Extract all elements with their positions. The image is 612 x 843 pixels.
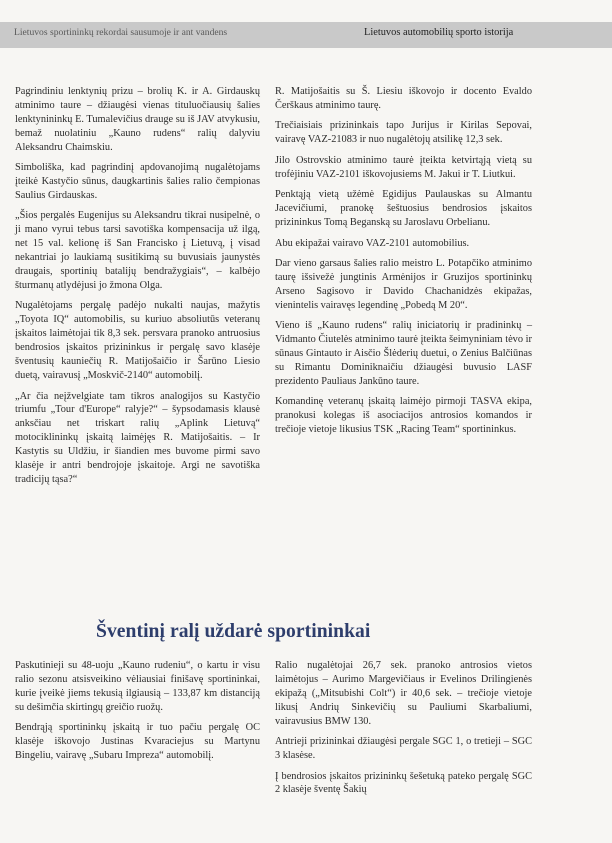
paragraph: Dar vieno garsaus šalies ralio meistro L. Potapčiko atminimo taurę išsivežė jungtinis Armėnijos ir Gruzijos sportininkų Arseno Sagisovo ir Davido Chachanidzės ekipažas, vienintelis vairavęs legendinę „Pobedą M 20“. <box>275 258 532 311</box>
column-bottom-left <box>15 659 260 770</box>
paragraph: Vieno iš „Kauno rudens“ ralių iniciatorių ir pradininkų – Vidmanto Čiutelės atminimo taurė įteikta šeimyniniam tėvo ir sūnaus Gintauto ir Aisčio Šlėderių duetui, o Zenius Balčiūnas su Rimantu Dominiknaičiu džiaugėsi buvusio LASF prezidento Pauliaus Jankūno taure. <box>275 320 532 387</box>
paragraph: Į bendrosios įskaitos prizininkų šešetuką pateko pergalę SGC 2 klasėje šventę Šakių <box>275 770 532 796</box>
paragraph: Paskutinieji su 48-uoju „Kauno rudeniu“, o kartu ir visu ralio sezonu atsisveikino vėliausiai finišavę sportininkai, kurie įveikė jiems tekusią ilgiausią – 133,87 km distanciją su dešimčia skirtingų greičio ruožų. <box>15 660 260 713</box>
paragraph: Trečiaisiais prizininkais tapo Jurijus ir Kirilas Sepovai, vairavę VAZ-21083 ir nuo nugalėtojų atsilikę 12,3 sek. <box>275 120 532 146</box>
column-bottom-right <box>275 659 532 804</box>
paragraph: Antrieji prizininkai džiaugėsi pergale SGC 1, o tretieji – SGC 3 klasėse. <box>275 736 532 762</box>
paragraph: „Ar čia neįžvelgiate tam tikros analogijos su Kastyčio triumfu „Tour d'Europe“ ralyje?“ – šypsodamasis klausė anksčiau net triskart ralių „Aplink Lietuvą“ motociklininkų įskaitą laimėjęs R. Matijošaitis. – Ir Kastytis su Uldžiu, ir šiandien mes buvome pirmi savo klasėje ir antri bendrojoje įskaitoje. Argi ne savotiška tradicijų tąsa?“ <box>15 390 260 485</box>
paragraph: Komandinę veteranų įskaitą laimėjo pirmoji TASVA ekipa, pranokusi kolegas iš asociacijos antrosios komandos ir trečioje vietoje likusius TSK „Racing Team“ sportininkus. <box>275 396 532 436</box>
paragraph: Jilo Ostrovskio atminimo taurė įteikta ketvirtąją vietą su trofėjiniu VAZ-2101 iškovojusiems M. Jakui ir T. Liutkui. <box>275 154 532 180</box>
paragraph: Ralio nugalėtojai 26,7 sek. pranoko antrosios vietos laimėtojus – Aurimo Margevičiaus ir Evelinos Drilingienės ekipažą („Mitsubishi Colt“) ir 40,6 sek. – trečioje vietoje likusį Andrių Sinkevičių su Pauliumi Skarbaliumi, vairavusius BMW 130. <box>275 660 532 727</box>
paragraph: Pagrindiniu lenktynių prizu – brolių K. ir A. Girdauskų atminimo taure – džiaugėsi vienas tituluočiausių šalies lenktynininkų E. Tumalevičius drauge su iš JAV atvykusiu, bemaž nuolatiniu „Kauno rudens“ ralių dalyviu Aleksandru Chaimskiu. <box>15 86 260 153</box>
paragraph: Nugalėtojams pergalę padėjo nukalti naujas, mažytis „Toyota IQ“ automobilis, su kuriuo absoliutūs veteranų įskaitos laimėtojai tik 8,3 sek. persvara pranoko antruosius bendrosios įskaitos prizininkus ir pergalę savo klasėje šventusių kauniečių R. Matijošaičio ir Šarūno Liesio duetą, vairavusį „Moskvič-2140“ automobilį. <box>15 300 260 381</box>
running-header-left: Lietuvos sportininkų rekordai sausumoje ir ant vandens <box>14 27 228 38</box>
paragraph: Simboliška, kad pagrindinį apdovanojimą nugalėtojams įteikė Kastyčio sūnus, daugkartinis šalies ralio čempionas Saulius Girdauskas. <box>15 162 260 201</box>
section-headline: Šventinį ralį uždarė sportininkai <box>96 621 371 642</box>
paragraph: Bendrąją sportininkų įskaitą ir tuo pačiu pergalę OC klasėje iškovojo Justinas Kvaraciejus su Martynu Bingeliu, vairavę „Subaru Impreza“ automobilį. <box>15 722 260 762</box>
column-top-left <box>15 85 260 493</box>
running-header-right: Lietuvos automobilių sporto istorija <box>364 27 514 38</box>
column-top-right <box>275 85 532 444</box>
paragraph: Abu ekipažai vairavo VAZ-2101 automobilius. <box>275 237 470 249</box>
paragraph: „Šios pergalės Eugenijus su Aleksandru tikrai nusipelnė, o ji mano vyrui tebus tarsi savotiška kompensacija už ilgą, net 15 val. kelionę iš San Francisko į Lietuvą, į visad nekantriai jo laukiamą susitikimą su buvusiais jaunystės draugais, sportinių batalijų bendražygiais“, – kalbėjo šturmanų atlydėjusi jo žmona Olga. <box>15 210 260 291</box>
paragraph: Penktąją vietą užėmė Egidijus Paulauskas su Almantu Jacevičiumi, pranokę šeštuosius bendrosios įskaitos prizininkus Tomą Beganską su Jaroslavu Orbelianu. <box>275 189 532 229</box>
paragraph: R. Matijošaitis su Š. Liesiu iškovojo ir docento Evaldo Čerškaus atminimo taurę. <box>275 86 532 111</box>
